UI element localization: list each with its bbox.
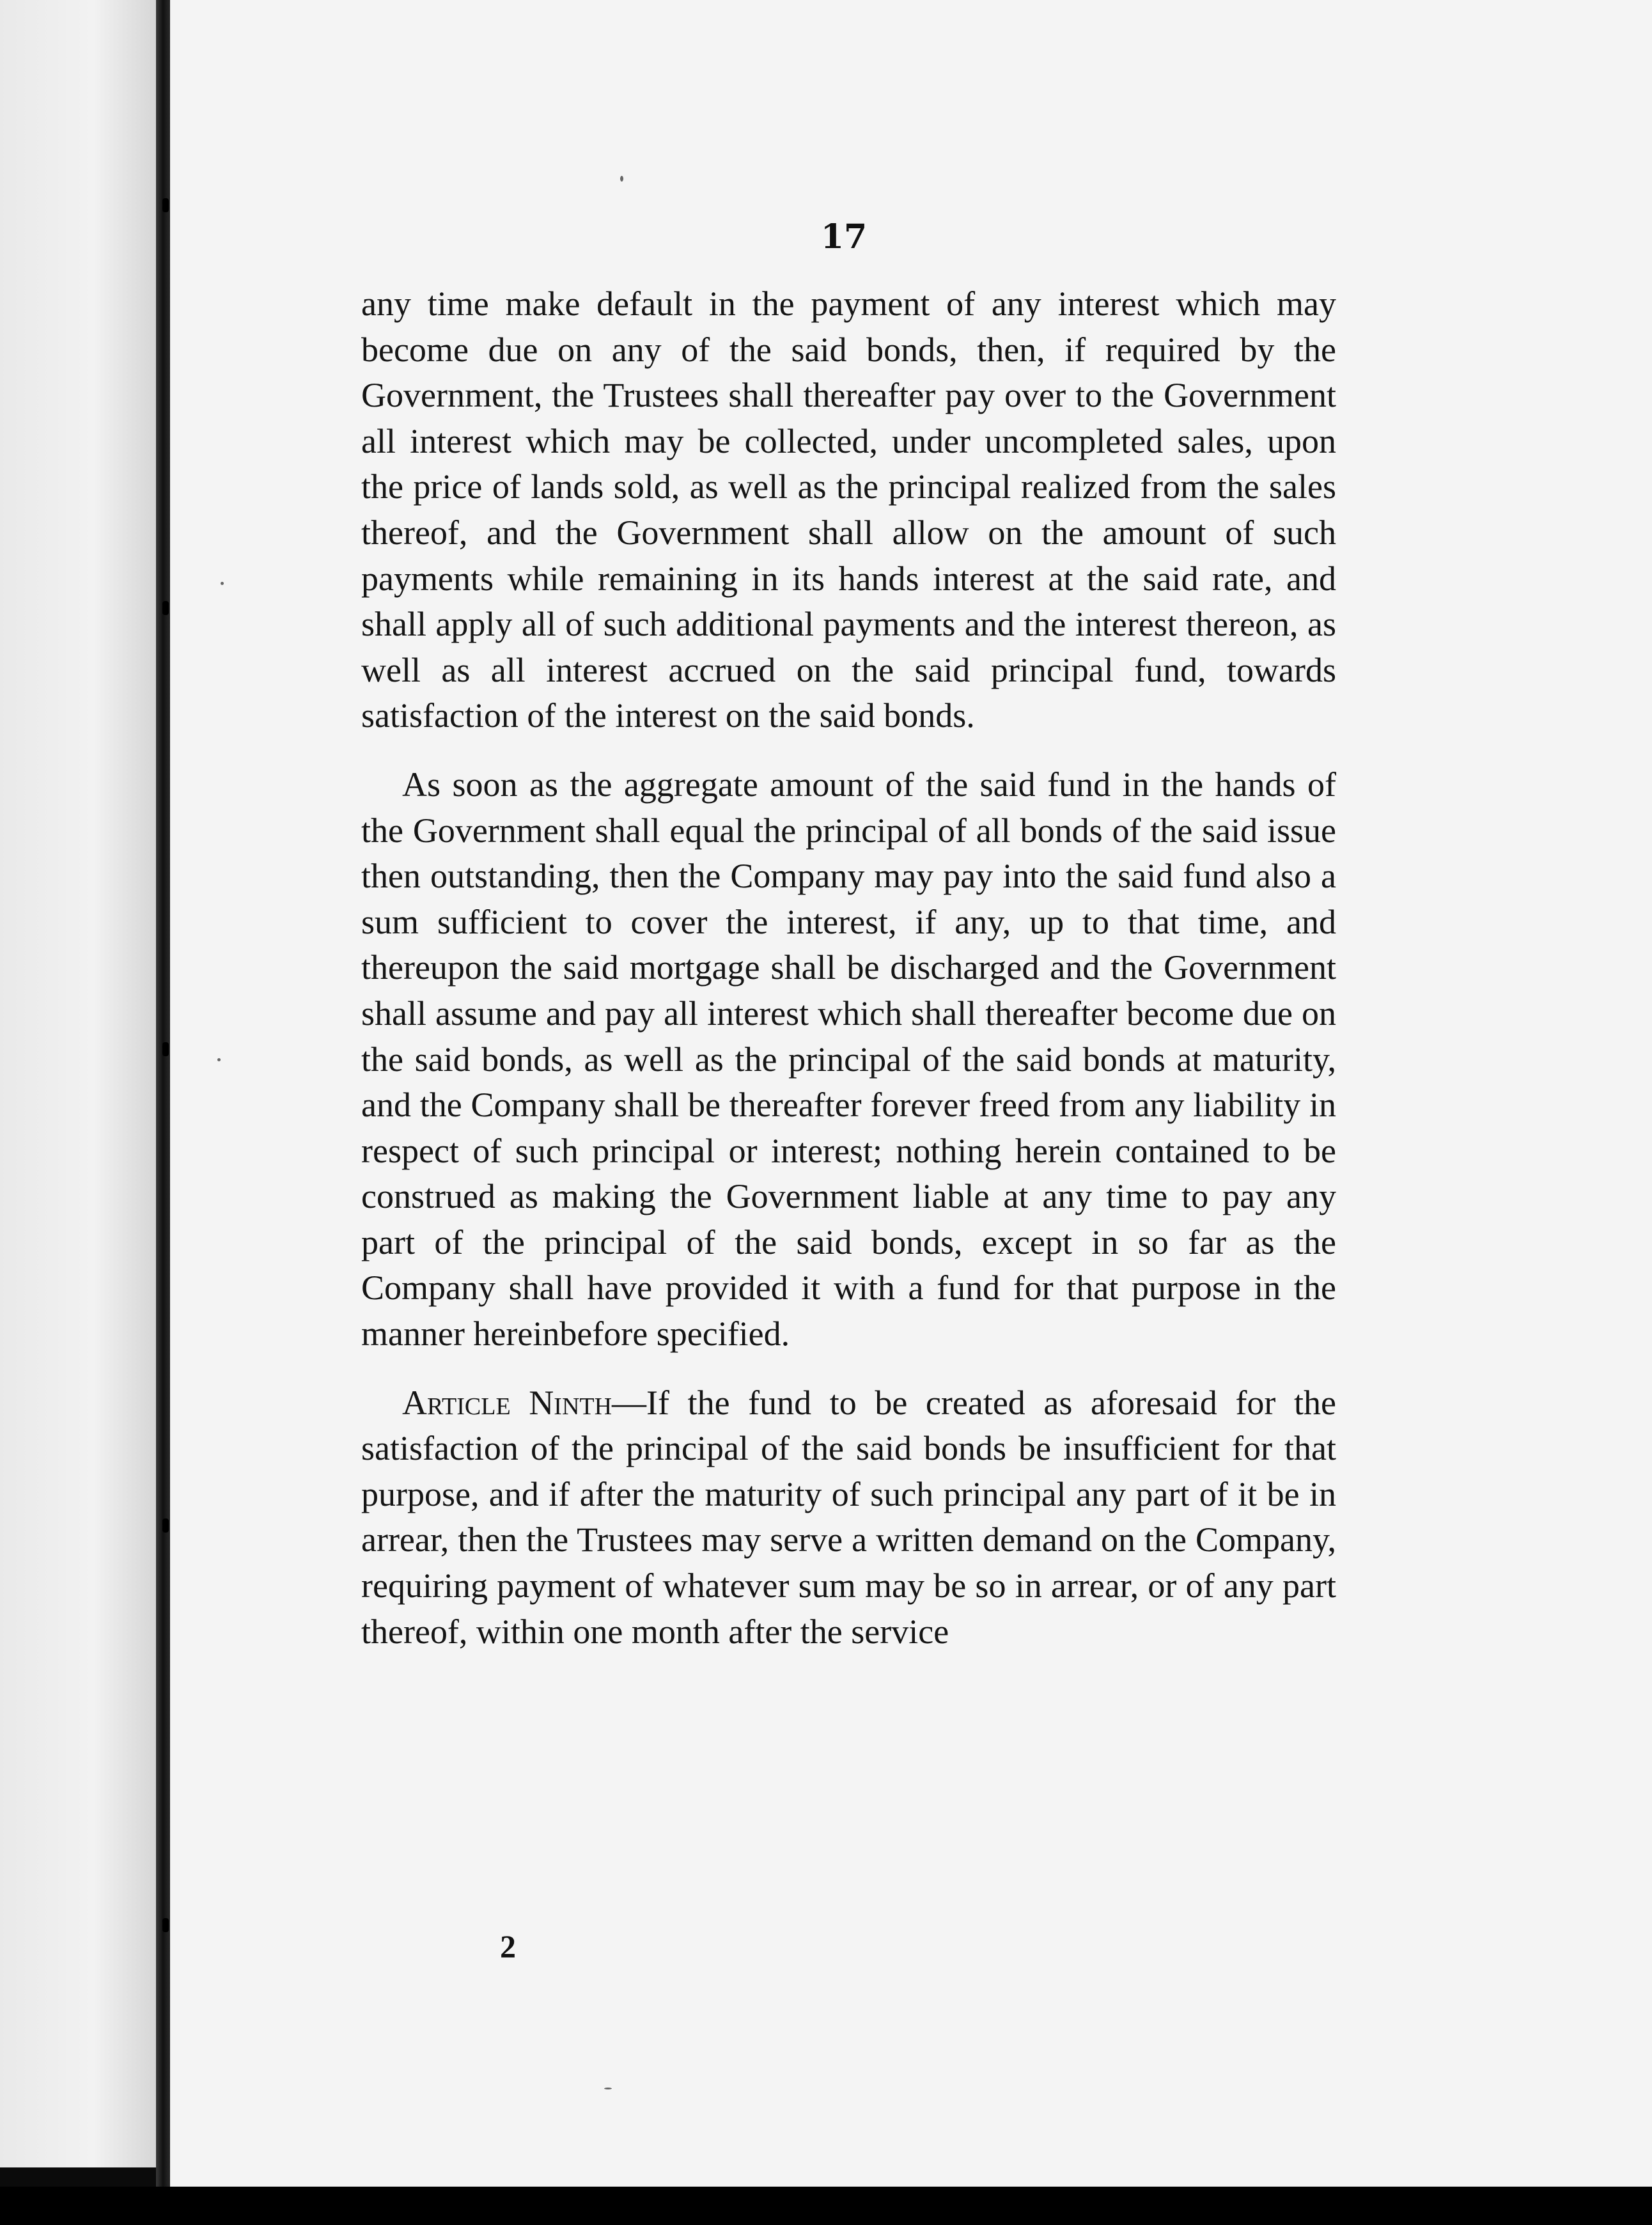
binding-stitch-mark xyxy=(162,1518,169,1533)
paragraph-discharge: As soon as the aggregate amount of the said fund in the hands of the Government shall equal the principal of all bonds of the said issue then outstanding, then the Company may pay into the said fund also a sum sufficient to cover the interest, if any, up to that time, and thereupon the said mortgage shall be discharged and the Government shall assume and pay all interest which shall thereafter become due on the said bonds, as well as the principal of the said bonds at maturity, and the Company shall be thereafter forever freed from any liability in respect of such principal or interest; nothing herein contained to be construed as making the Government liable at any time to pay any part of the principal of the said bonds, except in so far as the Company shall have provided it with a fund for that purpose in the manner hereinbefore specified. xyxy=(361,765,1336,1354)
paragraph-article-ninth xyxy=(361,1380,1336,1655)
book-gutter xyxy=(156,0,170,2187)
binding-stitch-mark xyxy=(162,1918,169,1932)
paper-speck xyxy=(620,176,623,182)
page-number: 17 xyxy=(820,217,868,256)
paragraph-continuation: any time make default in the payment of any interest which may become due on any of the said bonds, then, if required by the Government, the Trustees shall thereafter pay over to the Government all interest which may be collected, under uncompleted sales, upon the price of lands sold, as well as the principal realized from the sales thereof, and the Government shall allow on the amount of such payments while remaining in its hands interest at the said rate, and shall apply all of such additional payments and the interest thereon, as well as all interest accrued on the said principal fund, towards satisfaction of the interest on the said bonds. xyxy=(361,285,1336,735)
binding-stitch-mark xyxy=(162,198,169,212)
paper-speck xyxy=(221,582,224,585)
facing-page-edge xyxy=(0,0,156,2167)
article-heading: Article Ninth xyxy=(402,1383,612,1422)
signature-mark: 2 xyxy=(500,1928,516,1964)
paper-speck xyxy=(604,2088,612,2089)
scan-bottom-edge xyxy=(0,2187,1652,2225)
article-text: —If the fund to be created as aforesaid for the satisfaction of the principal of the said bonds be insufficient for that purpose, and if after the maturity of such principal any part of it be in arrear, then the Trustees may serve a written demand on the Company, requiring payment of whatever sum may be so in arrear, or of any part thereof, within one month after the service xyxy=(361,1383,1336,1651)
binding-stitch-mark xyxy=(162,1042,169,1056)
paper-speck xyxy=(217,1058,221,1061)
binding-stitch-mark xyxy=(162,601,169,615)
body-text xyxy=(361,281,1336,1655)
